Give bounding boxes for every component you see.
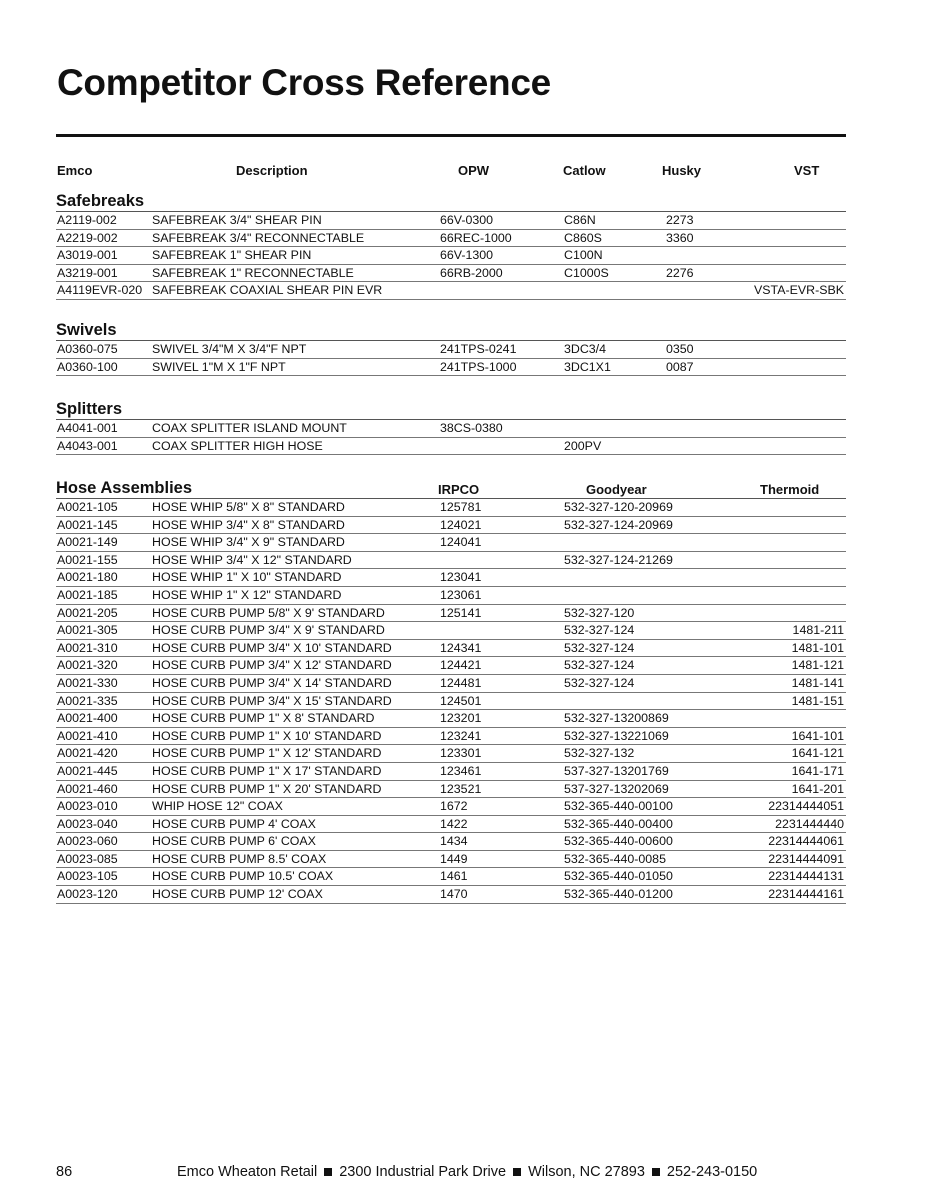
table-row: A0021-330 HOSE CURB PUMP 3/4" X 14' STANDARD 124481 532-327-124 1481-141 [56, 675, 846, 693]
table-row: A0021-320 HOSE CURB PUMP 3/4" X 12' STANDARD 124421 532-327-124 1481-121 [56, 657, 846, 675]
table-row: A0021-420 HOSE CURB PUMP 1" X 12' STANDARD 123301 532-327-132 1641-121 [56, 745, 846, 763]
table-row: A0021-410 HOSE CURB PUMP 1" X 10' STANDARD 123241 532-327-13221069 1641-101 [56, 728, 846, 746]
table-row: A4043-001 COAX SPLITTER HIGH HOSE 200PV [56, 438, 846, 456]
table-row: A0021-205 HOSE CURB PUMP 5/8" X 9' STANDARD 125141 532-327-120 [56, 605, 846, 623]
footer-address [177, 1164, 757, 1180]
table-row: A0023-040 HOSE CURB PUMP 4' COAX 1422 532-365-440-00400 2231444440 [56, 816, 846, 834]
table-row: A4041-001 COAX SPLITTER ISLAND MOUNT 38CS-0380 [56, 420, 846, 438]
table-row: A0021-460 HOSE CURB PUMP 1" X 20' STANDARD 123521 537-327-13202069 1641-201 [56, 781, 846, 799]
table-row: A0021-400 HOSE CURB PUMP 1" X 8' STANDARD 123201 532-327-13200869 [56, 710, 846, 728]
table-row: A3219-001 SAFEBREAK 1" RECONNECTABLE 66RB-2000 C1000S 2276 [56, 265, 846, 283]
section-splitters [56, 399, 846, 455]
column-header-goodyear: Goodyear [586, 482, 647, 497]
page-title: Competitor Cross Reference [57, 62, 551, 103]
footer-phone: 252-243-0150 [666, 1164, 758, 1180]
footer-street: 2300 Industrial Park Drive [339, 1164, 507, 1180]
footer-company: Emco Wheaton Retail [177, 1164, 318, 1180]
table-row: A0023-060 HOSE CURB PUMP 6' COAX 1434 532-365-440-00600 22314444061 [56, 833, 846, 851]
column-header-husky: Husky [662, 163, 702, 178]
section-title: Swivels [56, 320, 846, 341]
section-title [56, 478, 846, 499]
column-header-catlow: Catlow [563, 163, 606, 178]
section-hose-assemblies [56, 478, 846, 904]
page-number: 86 [56, 1164, 73, 1180]
column-header-opw: OPW [458, 163, 490, 178]
table-row: A0360-075 SWIVEL 3/4"M X 3/4"F NPT 241TPS-0241 3DC3/4 0350 [56, 341, 846, 359]
column-header-emco: Emco [57, 163, 93, 178]
column-headers [56, 163, 846, 179]
column-header-irpco: IRPCO [438, 482, 480, 497]
table-row: A0023-105 HOSE CURB PUMP 10.5' COAX 1461 532-365-440-01050 22314444131 [56, 868, 846, 886]
section-title-text: Hose Assemblies [56, 479, 193, 497]
section-safebreaks [56, 191, 846, 300]
column-header-thermoid: Thermoid [760, 482, 820, 497]
table-row: A0021-310 HOSE CURB PUMP 3/4" X 10' STANDARD 124341 532-327-124 1481-101 [56, 640, 846, 658]
table-row: A0021-155 HOSE WHIP 3/4" X 12" STANDARD 532-327-124-21269 [56, 552, 846, 570]
section-title: Splitters [56, 399, 846, 420]
section-title: Safebreaks [56, 191, 846, 212]
column-header-vst: VST [794, 163, 820, 178]
section-swivels [56, 320, 846, 376]
footer-city: Wilson, NC 27893 [528, 1164, 645, 1180]
table-row: A0021-145 HOSE WHIP 3/4" X 8" STANDARD 124021 532-327-124-20969 [56, 517, 846, 535]
table-row: A0023-120 HOSE CURB PUMP 12' COAX 1470 532-365-440-01200 22314444161 [56, 886, 846, 904]
table-row: A0021-335 HOSE CURB PUMP 3/4" X 15' STANDARD 124501 1481-151 [56, 693, 846, 711]
hose-rows [56, 499, 846, 904]
square-bullet-icon [324, 1168, 332, 1176]
table-row: A0021-180 HOSE WHIP 1" X 10" STANDARD 123041 [56, 569, 846, 587]
table-row: A2219-002 SAFEBREAK 3/4" RECONNECTABLE 66REC-1000 C860S 3360 [56, 230, 846, 248]
square-bullet-icon [652, 1168, 660, 1176]
table-row: A0021-149 HOSE WHIP 3/4" X 9" STANDARD 124041 [56, 534, 846, 552]
table-row: A4119EVR-020 SAFEBREAK COAXIAL SHEAR PIN EVR VSTA-EVR-SBK [56, 282, 846, 300]
square-bullet-icon [513, 1168, 521, 1176]
table-row: A3019-001 SAFEBREAK 1" SHEAR PIN 66V-1300 C100N [56, 247, 846, 265]
table-row: A0023-010 WHIP HOSE 12" COAX 1672 532-365-440-00100 22314444051 [56, 798, 846, 816]
table-row: A0023-085 HOSE CURB PUMP 8.5' COAX 1449 532-365-440-0085 22314444091 [56, 851, 846, 869]
table-row: A0360-100 SWIVEL 1"M X 1"F NPT 241TPS-1000 3DC1X1 0087 [56, 359, 846, 377]
table-row: A0021-185 HOSE WHIP 1" X 12" STANDARD 123061 [56, 587, 846, 605]
table-row: A0021-305 HOSE CURB PUMP 3/4" X 9' STANDARD 532-327-124 1481-211 [56, 622, 846, 640]
column-header-description: Description [236, 163, 308, 178]
title-divider [56, 134, 846, 137]
table-row: A0021-445 HOSE CURB PUMP 1" X 17' STANDARD 123461 537-327-13201769 1641-171 [56, 763, 846, 781]
table-row: A0021-105 HOSE WHIP 5/8" X 8" STANDARD 125781 532-327-120-20969 [56, 499, 846, 517]
table-row: A2119-002 SAFEBREAK 3/4" SHEAR PIN 66V-0300 C86N 2273 [56, 212, 846, 230]
